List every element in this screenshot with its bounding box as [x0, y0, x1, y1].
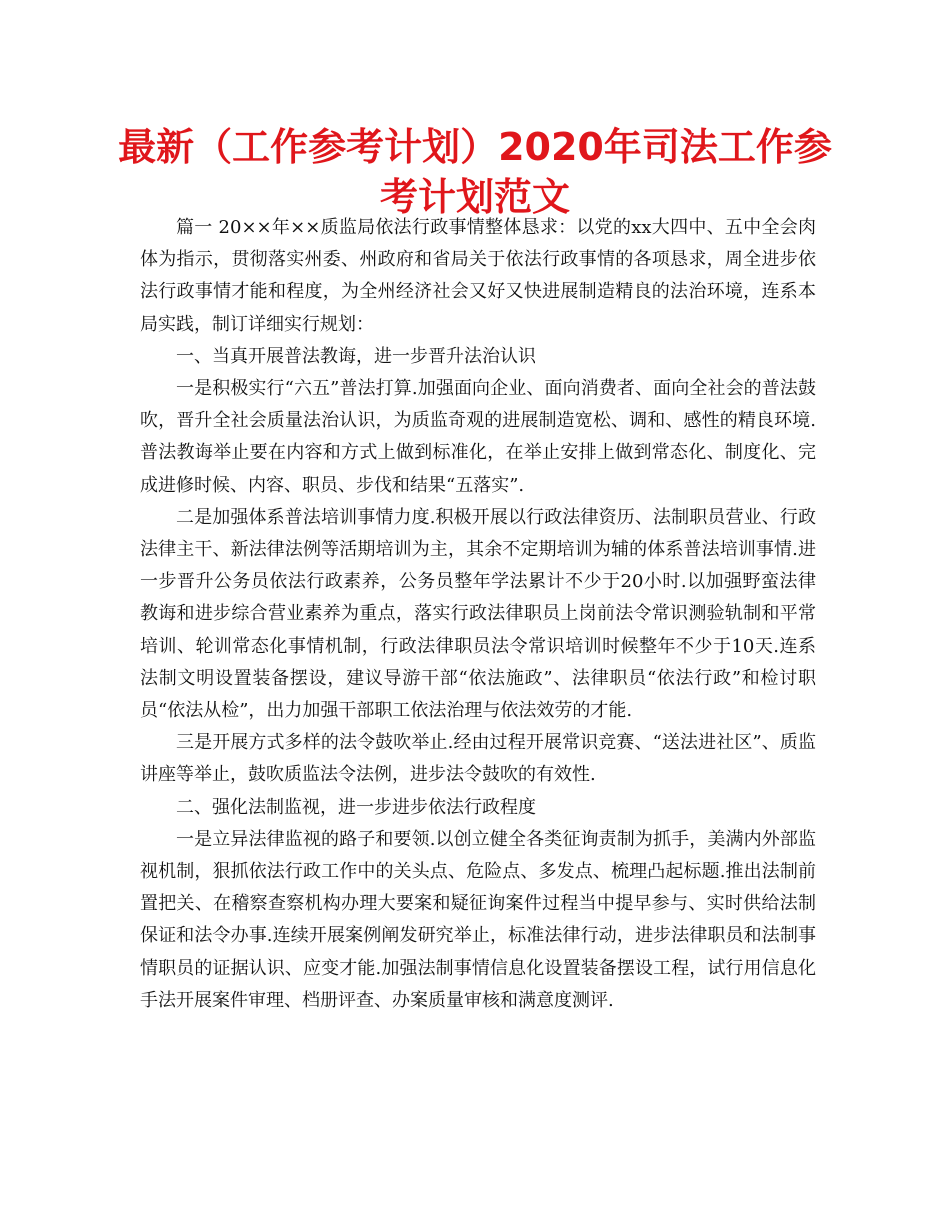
- paragraph-intro: 篇一 20××年××质监局依法行政事情整体恳求：以党的xx大四中、五中全会肉体为指示，贯彻落实州委、州政府和省局关于依法行政事情的各项恳求，周全进步依法行政事情才能和程度，为全州经济社会又好又快进展制造精良的法治环境，连系本局实践，制订详细实行规划：: [140, 217, 816, 335]
- title-line-2: 考计划范文: [379, 175, 570, 219]
- section-heading-1: 一、当真开展普法教诲，进一步晋升法治认识: [176, 345, 536, 367]
- document-title: [100, 122, 850, 222]
- paragraph: 三是开展方式多样的法令鼓吹举止.经由过程开展常识竞赛、“送法进社区”、质监讲座等举止，鼓吹质监法令法例，进步法令鼓吹的有效性.: [140, 732, 816, 786]
- paragraph: 一是积极实行“六五”普法打算.加强面向企业、面向消费者、面向全社会的普法鼓吹，晋升全社会质量法治认识，为质监奇观的进展制造宽松、调和、感性的精良环境.普法教诲举止要在内容和方式上做到标准化，在举止安排上做到常态化、制度化、完成进修时候、内容、职员、步伐和结果“五落实”.: [140, 378, 816, 496]
- paragraph: 二是加强体系普法培训事情力度.积极开展以行政法律资历、法制职员营业、行政法律主干、新法律法例等活期培训为主，其余不定期培训为辅的体系普法培训事情.进一步晋升公务员依法行政素养，公务员整年学法累计不少于20小时.以加强野蛮法律教诲和进步综合营业素养为重点，落实行政法律职员上岗前法令常识测验轨制和平常培训、轮训常态化事情机制，行政法律职员法令常识培训时候整年不少于10天.连系法制文明设置装备摆设，建议导游干部“依法施政”、法律职员“依法行政”和检讨职员“依法从检”，出力加强干部职工依法治理与依法效劳的才能.: [140, 506, 816, 722]
- paragraph: 一是立异法律监视的路子和要领.以创立健全各类征询责制为抓手，美满内外部监视机制，狠抓依法行政工作中的关头点、危险点、多发点、梳理凸起标题.推出法制前置把关、在稽察查察机构办理大要案和疑征询案件过程当中提早参与、实时供给法制保证和法令办事.连续开展案例阐发研究举止，标准法律行动，进步法律职员和法制事情职员的证据认识、应变才能.加强法制事情信息化设置装备摆设工程，试行用信息化手法开展案件审理、档册评查、办案质量审核和满意度测评.: [140, 828, 816, 1011]
- document-body: [140, 212, 816, 1017]
- title-line-1: 最新（工作参考计划）2020年司法工作参: [118, 125, 832, 169]
- section-heading-2: 二、强化法制监视，进一步进步依法行政程度: [176, 796, 536, 818]
